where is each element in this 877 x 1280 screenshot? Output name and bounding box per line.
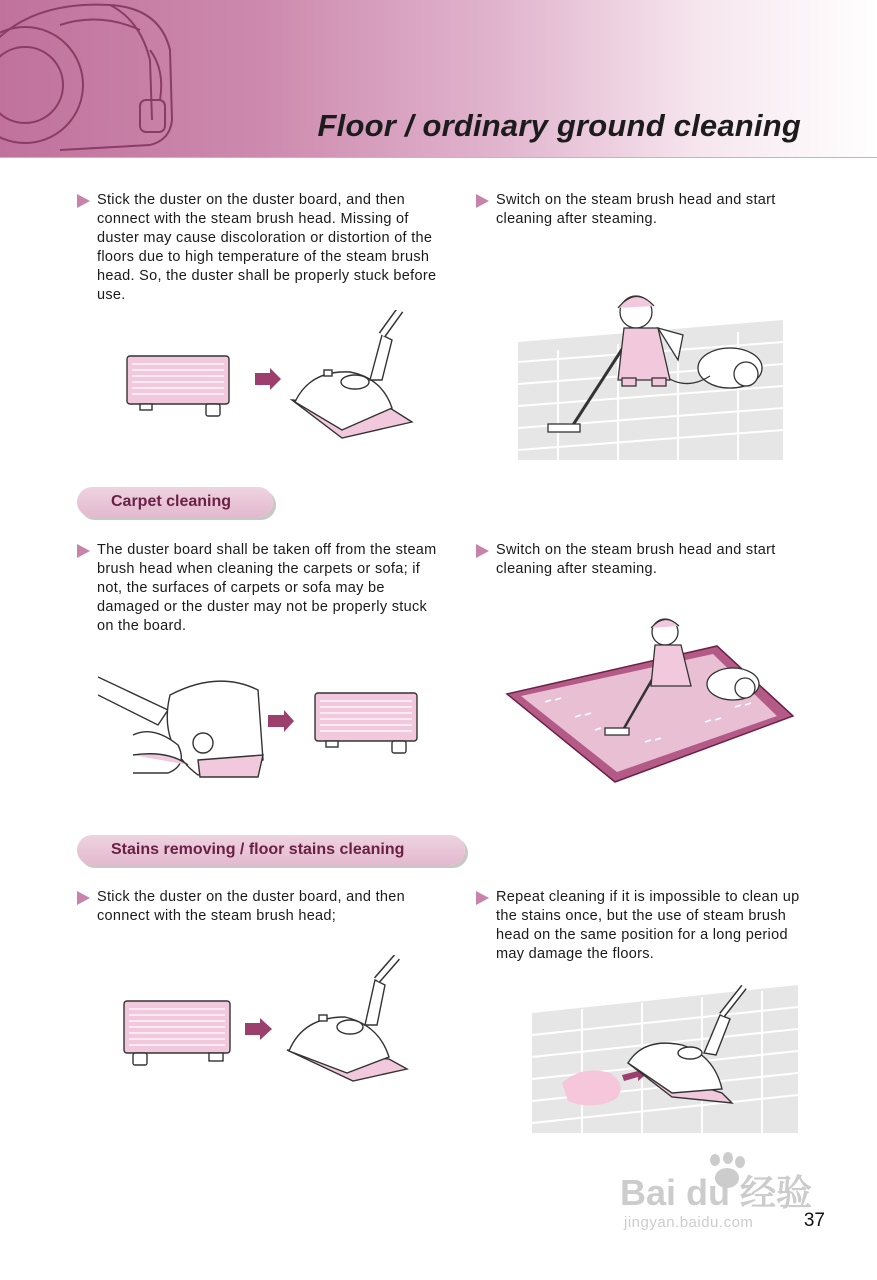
triangle-bullet-icon: [476, 194, 489, 208]
header-banner: [0, 0, 877, 158]
floor-right-instruction: [476, 191, 796, 229]
page-title: Floor / ordinary ground cleaning: [317, 108, 801, 143]
instruction-text: The duster board shall be taken off from the steam brush head when cleaning the carpets or sofa; if not, the surfaces of carpets or sofa may be damaged or the duster may not be properly stuck on the board.: [97, 542, 437, 634]
instruction-text: Repeat cleaning if it is impossible to clean up the stains once, but the use of steam brush head on the same position for a long period may damage the floors.: [496, 889, 800, 962]
carpet-cleaning-illustration: [505, 612, 795, 790]
instruction-text: Stick the duster on the duster board, and then connect with the steam brush head;: [97, 889, 406, 924]
floor-left-instruction: [77, 191, 437, 305]
carpet-left-instruction: [77, 541, 437, 636]
instruction-text: Switch on the steam brush head and start cleaning after steaming.: [496, 192, 776, 227]
duster-board-attach-illustration: [120, 310, 420, 445]
section-heading-carpet: [77, 487, 273, 517]
instruction-text: Stick the duster on the duster board, and then connect with the steam brush head. Missing of duster may cause discoloration or distortion of the floors due to high temperature of the steam brush head. So, the duster shall be properly stuck before use.: [97, 192, 437, 303]
section-heading-label: Stains removing / floor stains cleaning: [111, 841, 405, 858]
instruction-text: Switch on the steam brush head and start cleaning after steaming.: [496, 542, 776, 577]
stains-left-instruction: [77, 888, 437, 926]
floor-cleaning-illustration: [518, 280, 784, 460]
triangle-bullet-icon: [77, 194, 90, 208]
section-heading-label: Carpet cleaning: [111, 493, 232, 510]
triangle-bullet-icon: [77, 544, 90, 558]
carpet-right-instruction: [476, 541, 816, 579]
vacuum-cleaner-icon: [0, 0, 200, 157]
triangle-bullet-icon: [476, 544, 489, 558]
stains-right-instruction: [476, 888, 816, 964]
stain-cleaning-illustration: [532, 985, 798, 1133]
page-number: 37: [803, 1210, 825, 1231]
watermark-logo-text: Bai du 经验: [620, 1172, 813, 1212]
triangle-bullet-icon: [476, 891, 489, 905]
watermark-url: jingyan.baidu.com: [624, 1214, 754, 1231]
duster-board-attach-illustration-2: [117, 955, 417, 1085]
paw-logo-icon: [620, 1150, 820, 1212]
section-heading-stains: [77, 835, 465, 865]
duster-board-removal-illustration: [98, 665, 428, 780]
triangle-bullet-icon: [77, 891, 90, 905]
